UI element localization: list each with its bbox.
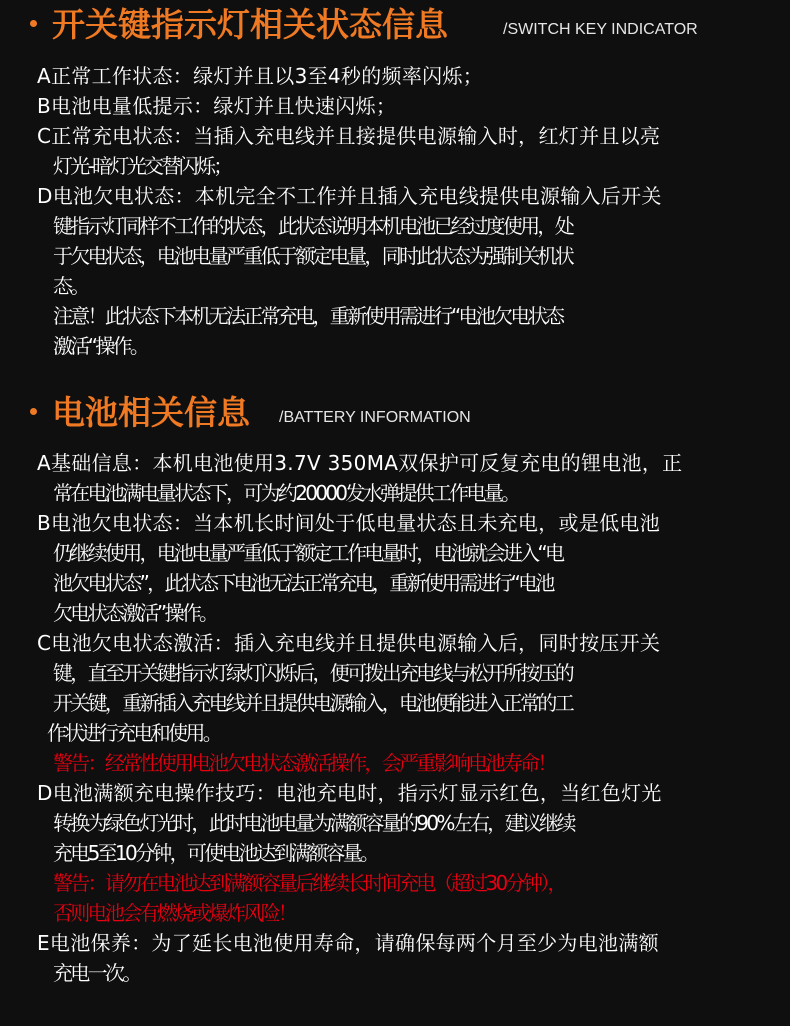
warning-line: 警告：经常性使用电池欠电状态激活操作，会严重影响电池寿命！ [53, 751, 555, 775]
text-line: 作状进行充电和使用。 [47, 721, 220, 745]
text-line: 充电5至10分钟，可使电池达到满额容量。 [53, 841, 378, 865]
text-line: A正常工作状态：绿灯并且以3至4秒的频率闪烁； [37, 64, 484, 88]
text-line: B电池欠电状态：当本机长时间处于低电量状态且未充电，或是低电池 [37, 511, 661, 535]
text-line: C电池欠电状态激活：插入充电线并且提供电源输入后，同时按压开关 [37, 631, 661, 655]
text-line: E电池保养：为了延长电池使用寿命，请确保每两个月至少为电池满额 [37, 931, 659, 955]
text-line: 仍继续使用，电池电量严重低于额定工作电量时，电池就会进入“电 [53, 541, 563, 565]
battery-info-section [0, 388, 790, 985]
text-line: C正常充电状态：当插入充电线并且接提供电源输入时，红灯并且以亮 [37, 124, 661, 148]
text-line: D电池欠电状态：本机完全不工作并且插入充电线提供电源输入后开关 [37, 184, 662, 208]
text-line: B电池电量低提示：绿灯并且快速闪烁； [37, 94, 397, 118]
text-line: 灯光-暗灯光交替闪烁； [53, 154, 231, 178]
text-line: 态。 [53, 274, 88, 298]
text-line: 转换为绿色灯光时，此时电池电量为满额容量的90%左右，建议继续 [53, 811, 574, 835]
section-title: 电池相关信息 [52, 393, 250, 432]
warning-line: 否则电池会有燃烧或爆炸风险！ [53, 901, 296, 925]
bullet-dot-icon [30, 408, 37, 415]
section-subtitle: /BATTERY INFORMATION [279, 409, 471, 426]
text-line: 开关键，重新插入充电线并且提供电源输入，电池便能进入正常的工 [53, 691, 572, 715]
note-line: 激活“操作。 [53, 334, 148, 358]
warning-line: 警告：请勿在电池达到满额容量后继续长时间充电（超过30分钟）， [53, 871, 565, 895]
section-subtitle: /SWITCH KEY INDICATOR [503, 21, 698, 38]
text-line: 于欠电状态，电池电量严重低于额定电量，同时此状态为强制关机状 [53, 244, 572, 268]
text-line: D电池满额充电操作技巧：电池充电时，指示灯显示红色，当红色灯光 [37, 781, 662, 805]
text-line: 充电一次。 [53, 961, 140, 985]
text-line: 池欠电状态”，此状态下电池无法正常充电，重新使用需进行“电池 [53, 571, 553, 595]
text-line: 键指示灯同样不工作的状态，此状态说明本机电池已经过度使用，处 [53, 214, 572, 238]
note-line: 注意！此状态下本机无法正常充电，重新使用需进行“电池欠电状态 [53, 304, 563, 328]
text-line: 欠电状态激活”操作。 [53, 601, 217, 625]
section-title: 开关键指示灯相关状态信息 [52, 5, 448, 44]
section-header [0, 388, 790, 446]
bullet-dot-icon [30, 20, 37, 27]
text-line: 常在电池满电量状态下，可为约20000发水弹提供工作电量。 [53, 481, 519, 505]
switch-indicator-section [0, 0, 790, 358]
text-line: 键，直至开关键指示灯绿灯闪烁后，便可拨出充电线与松开所按压的 [53, 661, 572, 685]
section-header [0, 0, 790, 58]
text-line: A基础信息：本机电池使用3.7V 350MA双保护可反复充电的锂电池，正 [37, 451, 683, 475]
